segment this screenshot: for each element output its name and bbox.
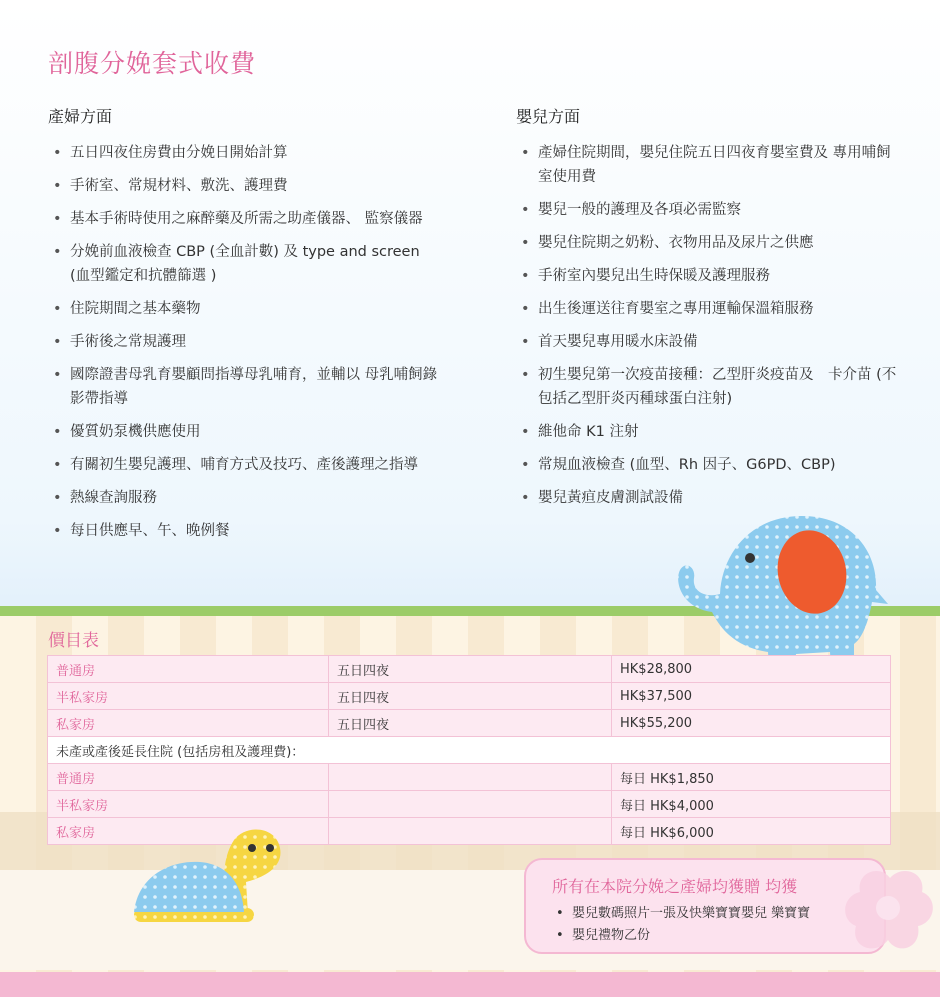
maternal-heading: 產婦方面 [48, 107, 113, 126]
daily-price: 每日 HK$1,850 [612, 764, 891, 791]
list-item: • 手術室內嬰兒出生時保暖及護理服務 [516, 264, 900, 288]
list-item: • 基本手術時使用之麻醉藥及所需之助產儀器、 監察儀器 [48, 207, 438, 231]
maternal-section [48, 104, 438, 552]
list-item: • 五日四夜住房費由分娩日開始計算 [48, 141, 438, 165]
page-title: 剖腹分娩套式收費 [48, 49, 257, 78]
daily-price: 每日 HK$6,000 [612, 818, 891, 845]
stay-duration: 五日四夜 [329, 656, 612, 683]
table-row [48, 710, 891, 737]
price-list-title: 價目表 [48, 631, 99, 651]
list-item: • 維他命 K1 注射 [516, 420, 900, 444]
list-item: • 優質奶泵機供應使用 [48, 420, 438, 444]
turtle-illustration [130, 822, 290, 932]
daily-price: 每日 HK$4,000 [612, 791, 891, 818]
list-item: • 嬰兒數碼照片一張及快樂寶寶嬰兒 樂寶寶 [556, 903, 884, 925]
price-table [47, 655, 891, 845]
list-item: • 分娩前血液檢查 CBP (全血計數) 及 type and screen (血型鑑定和抗體篩選 ) [48, 240, 438, 288]
list-item: • 嬰兒一般的護理及各項必需監察 [516, 198, 900, 222]
table-row [48, 764, 891, 791]
list-item: • 出生後運送往育嬰室之專用運輸保溫箱服務 [516, 297, 900, 321]
list-item: • 常規血液檢查 (血型、Rh 因子、G6PD、CBP) [516, 453, 900, 477]
footer-band [0, 972, 940, 997]
list-item: • 國際證書母乳育嬰顧問指導母乳哺育，並輔以 母乳哺飼錄影帶指導 [48, 363, 438, 411]
gift-title: 所有在本院分娩之產婦均獲贈 均獲 [552, 877, 798, 896]
list-item: • 每日供應早、午、晚例餐 [48, 519, 438, 543]
table-row [48, 737, 891, 764]
list-item: • 首天嬰兒專用暖水床設備 [516, 330, 900, 354]
stay-duration [329, 818, 612, 845]
list-item: • 熱線查詢服務 [48, 486, 438, 510]
baby-section [516, 104, 900, 519]
room-price: HK$28,800 [612, 656, 891, 683]
gift-box [524, 858, 886, 954]
gift-list [526, 903, 884, 947]
stay-duration: 五日四夜 [329, 710, 612, 737]
list-item: • 手術後之常規護理 [48, 330, 438, 354]
list-item: • 手術室、常規材料、敷洗、護理費 [48, 174, 438, 198]
baby-list [516, 141, 900, 510]
stay-duration [329, 764, 612, 791]
flower-decoration [842, 864, 938, 974]
table-row [48, 791, 891, 818]
room-price: HK$37,500 [612, 683, 891, 710]
room-type: 私家房 [48, 818, 329, 845]
room-type: 半私家房 [48, 791, 329, 818]
extension-note: 未產或產後延長住院 (包括房租及護理費)： [48, 737, 891, 764]
table-row [48, 683, 891, 710]
room-price: HK$55,200 [612, 710, 891, 737]
list-item: • 住院期間之基本藥物 [48, 297, 438, 321]
baby-heading: 嬰兒方面 [516, 107, 581, 126]
stay-duration [329, 791, 612, 818]
room-type: 普通房 [48, 656, 329, 683]
list-item: • 嬰兒禮物乙份 [556, 925, 884, 947]
list-item: • 嬰兒住院期之奶粉、衣物用品及尿片之供應 [516, 231, 900, 255]
maternal-list [48, 141, 438, 543]
room-type: 私家房 [48, 710, 329, 737]
room-type: 普通房 [48, 764, 329, 791]
list-item: • 產婦住院期間，嬰兒住院五日四夜育嬰室費及 專用哺飼室使用費 [516, 141, 900, 189]
list-item: • 嬰兒黃疸皮膚測試設備 [516, 486, 900, 510]
stay-duration: 五日四夜 [329, 683, 612, 710]
table-row [48, 656, 891, 683]
list-item: • 有關初生嬰兒護理、哺育方式及技巧、產後護理之指導 [48, 453, 438, 477]
list-item: • 初生嬰兒第一次疫苗接種：乙型肝炎疫苗及 卡介苗 (不包括乙型肝炎丙種球蛋白注射) [516, 363, 900, 411]
room-type: 半私家房 [48, 683, 329, 710]
